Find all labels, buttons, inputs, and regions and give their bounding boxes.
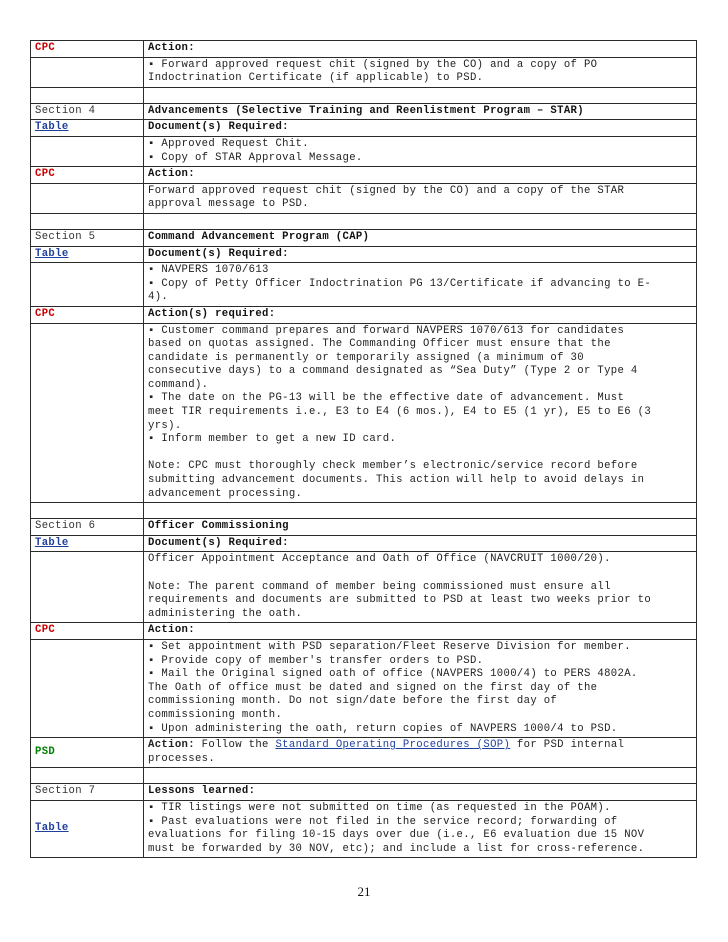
- table-link[interactable]: Table: [31, 800, 144, 857]
- role-label: CPC: [31, 306, 144, 323]
- table-row: [31, 800, 697, 857]
- procedures-table: [30, 40, 697, 858]
- section-label: Section 5: [31, 229, 144, 246]
- section-label: Section 6: [31, 519, 144, 536]
- section-title: Lessons learned:: [144, 784, 697, 801]
- table-row: [31, 167, 697, 184]
- page-number: 21: [357, 884, 371, 899]
- documents-heading: Document(s) Required:: [144, 535, 697, 552]
- documents-heading: Document(s) Required:: [144, 120, 697, 137]
- sop-link[interactable]: Standard Operating Procedures (SOP): [275, 739, 511, 752]
- spacer-row: [31, 87, 697, 103]
- role-label: PSD: [31, 738, 144, 768]
- action-heading: Action:: [144, 167, 697, 184]
- role-label: CPC: [31, 623, 144, 640]
- action-heading: Action:: [144, 623, 697, 640]
- table-row: [31, 323, 697, 503]
- table-row: [31, 263, 697, 307]
- action-heading: Action:: [144, 41, 697, 58]
- document-page: [30, 40, 696, 858]
- section-row: [31, 519, 697, 536]
- documents-list: ▪ NAVPERS 1070/613 ▪ Copy of Petty Officer Indoctrination PG 13/Certificate if advancing to E- 4).: [144, 263, 697, 307]
- section-row: [31, 784, 697, 801]
- table-row: [31, 246, 697, 263]
- action-text: ▪ Set appointment with PSD separation/Fleet Reserve Division for member. ▪ Provide copy of member's transfer orders to PSD. ▪ Mail the Original signed oath of office (NAVPERS 1000/4) to PERS 4802A. The Oath of office must be dated and signed on the first day of the commissioning month. Do not sign/date before the first day of commissioning month. ▪ Upon administering the oath, return copies of NAVPERS 1000/4 to PSD.: [144, 639, 697, 737]
- documents-list: Officer Appointment Acceptance and Oath of Office (NAVCRUIT 1000/20). Note: The parent command of member being commissioned must ensure all requirements and documents are submitted to PSD at least two weeks prior to administering the oath.: [144, 552, 697, 623]
- table-row: [31, 120, 697, 137]
- section-row: [31, 229, 697, 246]
- table-row: [31, 41, 697, 58]
- table-link[interactable]: Table: [31, 120, 144, 137]
- section-label: Section 4: [31, 103, 144, 120]
- table-row: [31, 535, 697, 552]
- spacer-row: [31, 768, 697, 784]
- section-row: [31, 103, 697, 120]
- table-row: [31, 306, 697, 323]
- action-text: ▪ Customer command prepares and forward NAVPERS 1070/613 for candidates based on quotas assigned. The Commanding Officer must ensure that the candidate is permanently or temporarily assigned (a minimum of 30 consecutive days) to a command designated as “Sea Duty” (Type 2 or Type 4 command). ▪ The date on the PG-13 will be the effective date of advancement. Must meet TIR requirements i.e., E3 to E4 (6 mos.), E4 to E5 (1 yr), E5 to E6 (3 yrs). ▪ Inform member to get a new ID card. Note: CPC must thoroughly check member’s electronic/service record before submitting advancement documents. This action will help to avoid delays in advancement processing.: [144, 323, 697, 503]
- table-row: [31, 183, 697, 213]
- spacer-row: [31, 503, 697, 519]
- action-heading: Action(s) required:: [144, 306, 697, 323]
- lessons-text: ▪ TIR listings were not submitted on time (as requested in the POAM). ▪ Past evaluations were not filed in the service record; forwarding of evaluations for filing 10-15 days over due (i.e., E6 evaluation due 15 NOV must be forwarded by 30 NOV, etc); and include a list for cross-reference.: [144, 800, 697, 857]
- table-row: [31, 57, 697, 87]
- action-text: ▪ Forward approved request chit (signed by the CO) and a copy of PO Indoctrination Certificate (if applicable) to PSD.: [144, 57, 697, 87]
- table-row: [31, 639, 697, 737]
- table-link[interactable]: Table: [31, 535, 144, 552]
- table-link[interactable]: Table: [31, 246, 144, 263]
- role-label: CPC: [31, 167, 144, 184]
- table-row: [31, 623, 697, 640]
- role-label: CPC: [31, 41, 144, 58]
- documents-list: ▪ Approved Request Chit. ▪ Copy of STAR Approval Message.: [144, 136, 697, 166]
- psd-action-text: Action: Follow the Standard Operating Procedures (SOP) for PSD internal processes.: [144, 738, 697, 768]
- section-title: Advancements (Selective Training and Reenlistment Program – STAR): [144, 103, 697, 120]
- section-label: Section 7: [31, 784, 144, 801]
- spacer-row: [31, 213, 697, 229]
- table-row: [31, 738, 697, 768]
- documents-heading: Document(s) Required:: [144, 246, 697, 263]
- section-title: Officer Commissioning: [144, 519, 697, 536]
- action-text: Forward approved request chit (signed by the CO) and a copy of the STAR approval message to PSD.: [144, 183, 697, 213]
- section-title: Command Advancement Program (CAP): [144, 229, 697, 246]
- table-row: [31, 136, 697, 166]
- table-row: [31, 552, 697, 623]
